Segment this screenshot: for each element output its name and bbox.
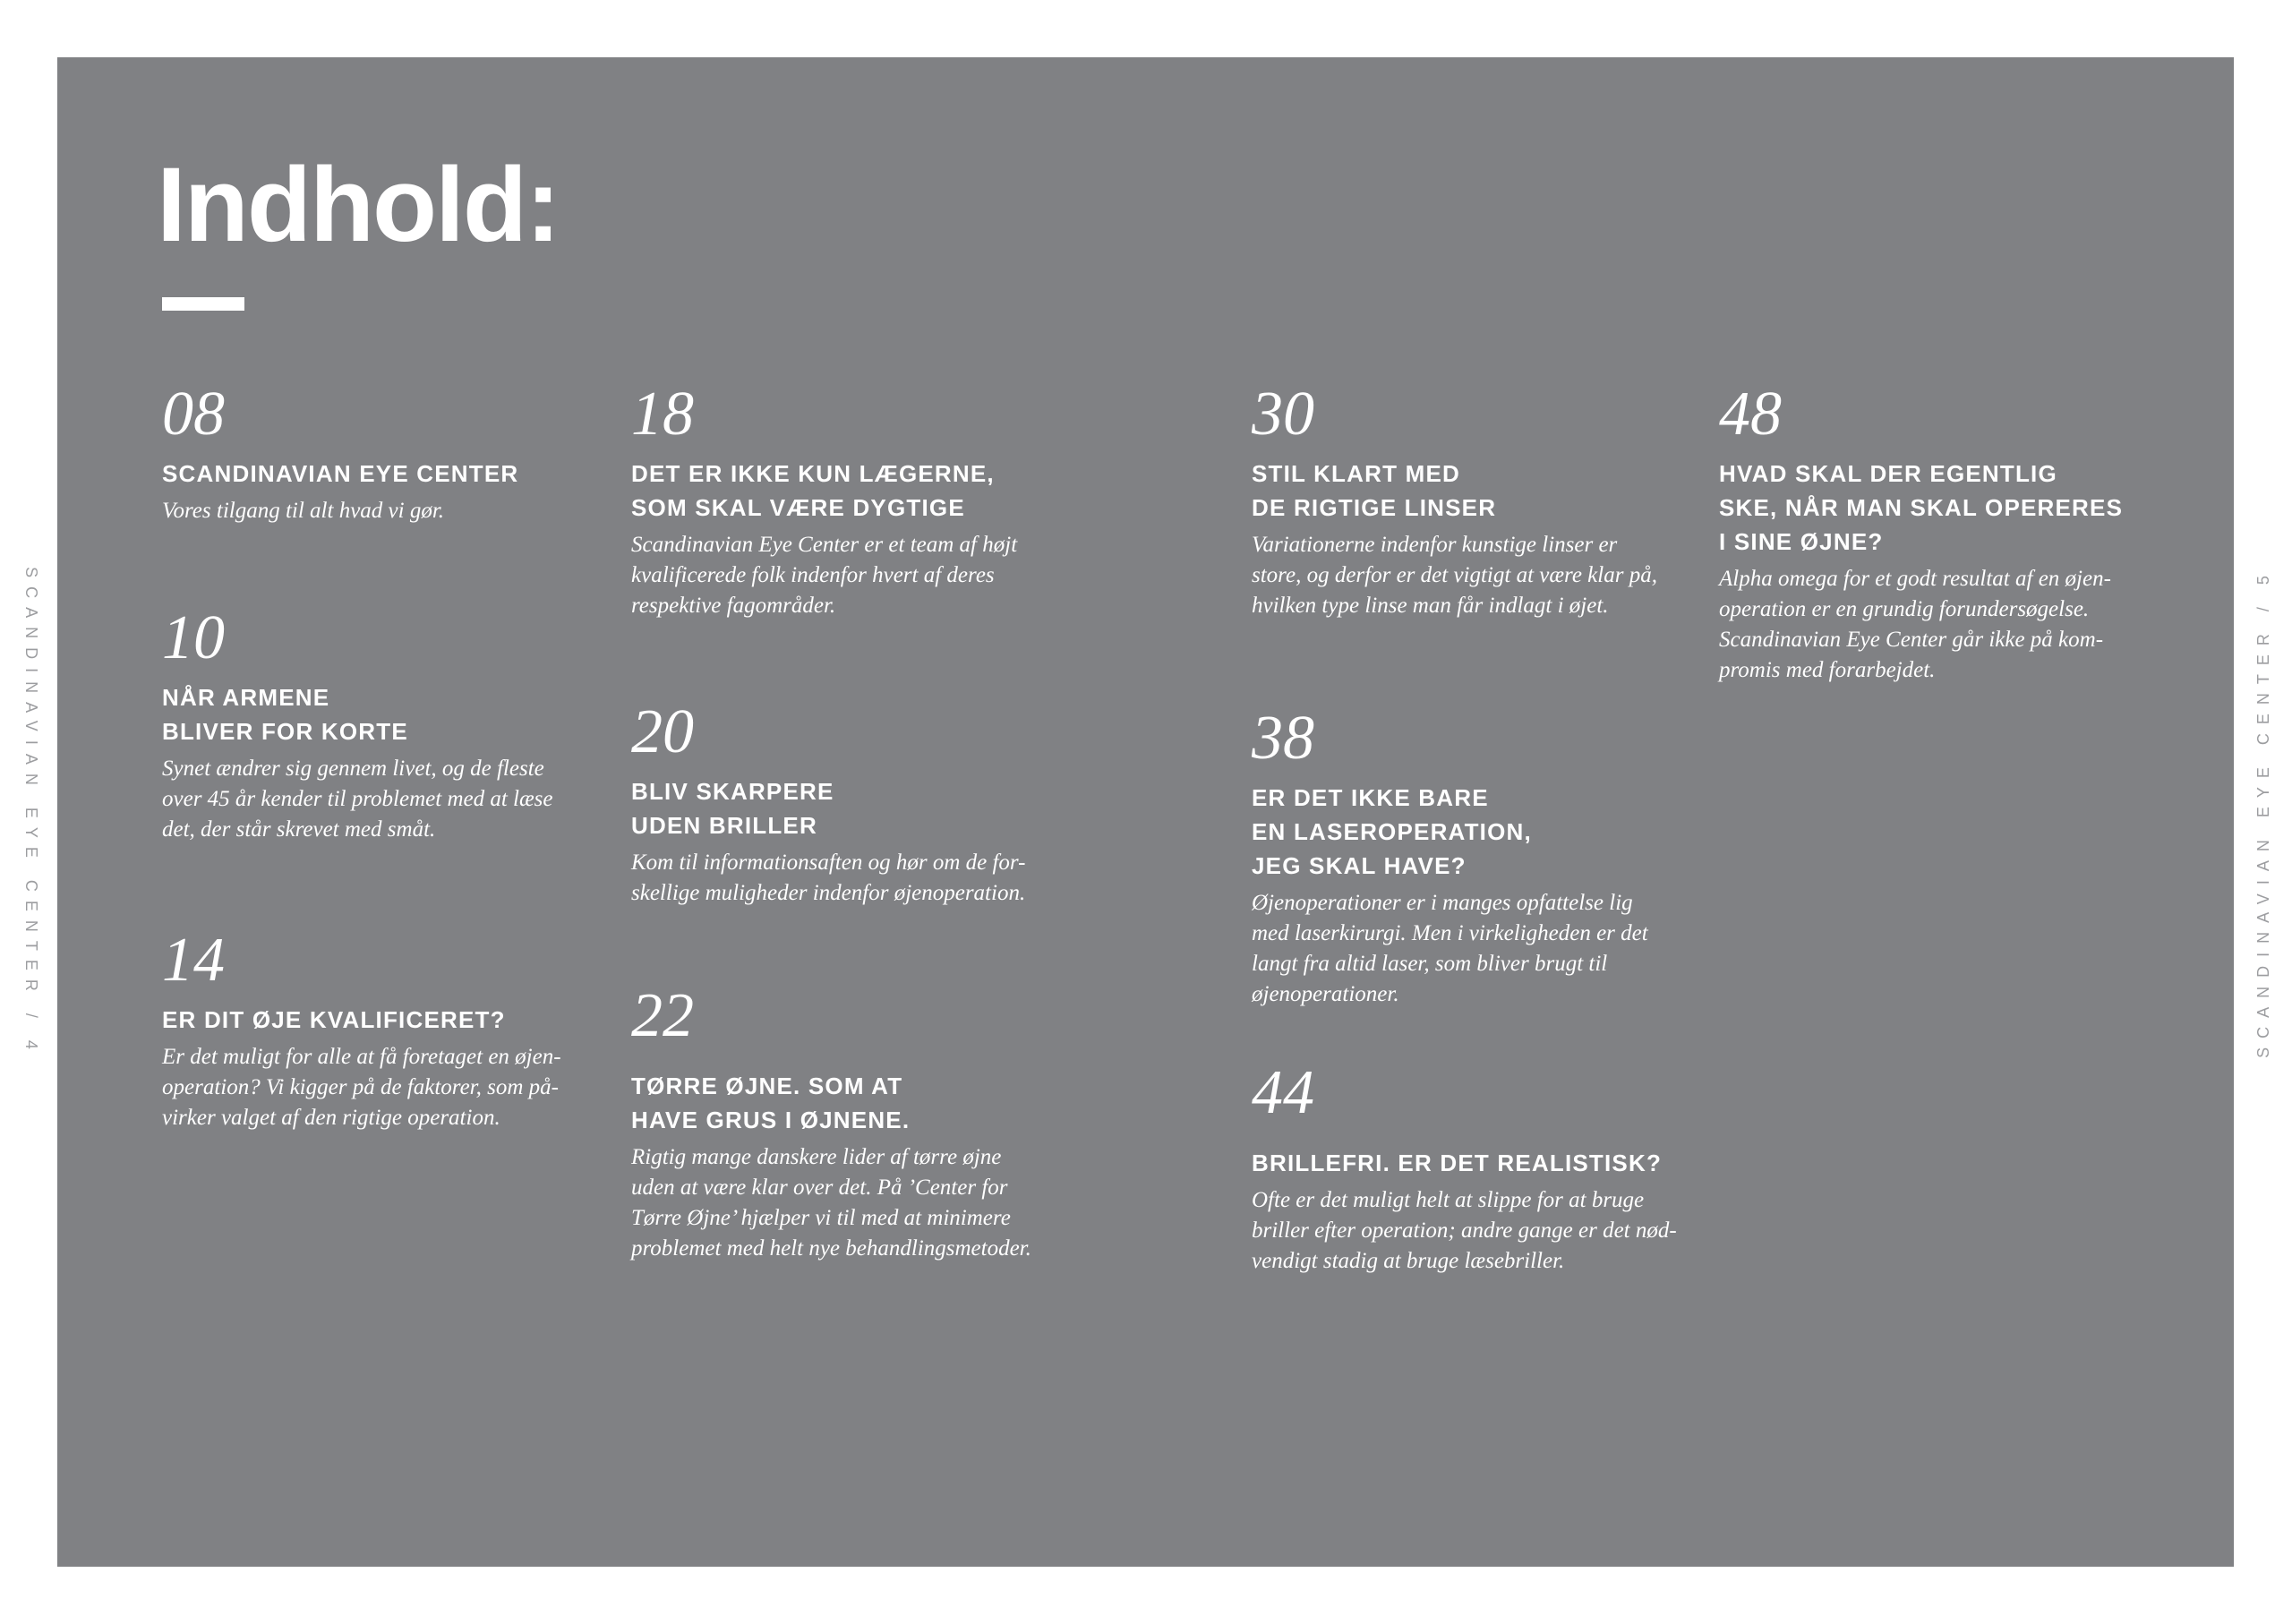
page-number: 38 <box>1252 704 1314 773</box>
page-number: 18 <box>631 380 694 449</box>
toc-entry[interactable] <box>631 380 1061 621</box>
page-number: 44 <box>1252 1058 1314 1127</box>
entry-description: Rigtig mange danskere lider af tørre øjne uden at være klar over det. På ’Center for Tørre Øjne’ hjælper vi til med at minimere problemet med helt nye behandlingsmetoder. <box>631 1145 1031 1261</box>
toc-entry[interactable] <box>162 603 592 845</box>
entry-description: Øjenoperationer er i manges opfattelse lig med laserkirurgi. Men i virkeligheden er det langt fra altid laser, som bliver brugt til øjenoperationer. <box>1252 891 1648 1006</box>
toc-entry[interactable] <box>1252 380 1681 621</box>
page-number: 14 <box>162 926 225 995</box>
entry-description: Synet ændrer sig gennem livet, og de fleste over 45 år kender til problemet med at læse det, der står skrevet med småt. <box>162 756 553 842</box>
side-label-right <box>2245 0 2281 1624</box>
entry-description: Scandinavian Eye Center er et team af højt kvalificerede folk indenfor hvert af deres respektive fagområder. <box>631 533 1018 618</box>
page-number: 20 <box>631 697 694 766</box>
entry-heading: BRILLEFRI. ER DET REALISTISK? <box>1252 1150 1663 1176</box>
entry-description: Vores tilgang til alt hvad vi gør. <box>162 499 445 523</box>
page-title: Indhold: <box>157 146 560 264</box>
side-label-left <box>13 0 48 1624</box>
page-number: 08 <box>162 380 225 449</box>
page-number: 22 <box>631 981 694 1050</box>
page-number: 48 <box>1719 380 1782 449</box>
entry-heading: HVAD SKAL DER EGENTLIG SKE, NÅR MAN SKAL OPERERES I SINE ØJNE? <box>1719 460 2124 555</box>
entry-description: Kom til informationsaften og hør om de for- skellige muligheder indenfor øjenoperation. <box>631 850 1026 905</box>
entry-description: Alpha omega for et godt resultat af en øjen- operation er en grundig forundersøgelse. Scandinavian Eye Center går ikke på kom- promis med forarbejdet. <box>1719 567 2111 682</box>
toc-entry[interactable] <box>1719 380 2149 686</box>
entry-heading: ER DET IKKE BARE EN LASEROPERATION, JEG SKAL HAVE? <box>1252 784 1532 879</box>
entry-description: Ofte er det muligt helt at slippe for at bruge briller efter operation; andre gange er det nød- vendigt stadig at bruge læsebriller. <box>1252 1188 1677 1273</box>
toc-entry[interactable] <box>162 926 592 1133</box>
toc-entry[interactable] <box>631 697 1061 909</box>
title-underline <box>162 297 244 311</box>
entry-description: Er det muligt for alle at få foretaget en øjen- operation? Vi kigger på de faktorer, som på- virker valget af den rigtige operation. <box>162 1045 561 1130</box>
toc-entry[interactable] <box>162 380 592 526</box>
entry-heading: STIL KLART MED DE RIGTIGE LINSER <box>1252 460 1497 521</box>
entry-description: Variationerne indenfor kunstige linser er store, og derfor er det vigtigt at være klar på, hvilken type linse man får indlagt i øjet. <box>1252 533 1657 618</box>
page-number: 30 <box>1252 380 1314 449</box>
toc-entry[interactable] <box>1252 704 1681 1010</box>
entry-heading: TØRRE ØJNE. SOM AT HAVE GRUS I ØJNENE. <box>631 1073 911 1133</box>
running-footer-right: SCANDINAVIAN EYE CENTER / 5 <box>2254 566 2272 1058</box>
toc-entry[interactable] <box>1252 1058 1681 1277</box>
entry-heading: BLIV SKARPERE UDEN BRILLER <box>631 778 834 839</box>
toc-entry[interactable] <box>631 981 1061 1264</box>
entry-heading: SCANDINAVIAN EYE CENTER <box>162 460 519 487</box>
running-footer-left: SCANDINAVIAN EYE CENTER / 4 <box>21 566 40 1058</box>
entry-heading: NÅR ARMENE BLIVER FOR KORTE <box>162 684 408 745</box>
entry-heading: ER DIT ØJE KVALIFICERET? <box>162 1006 506 1033</box>
page-number: 10 <box>162 603 225 672</box>
entry-heading: DET ER IKKE KUN LÆGERNE, SOM SKAL VÆRE DYGTIGE <box>631 460 995 521</box>
